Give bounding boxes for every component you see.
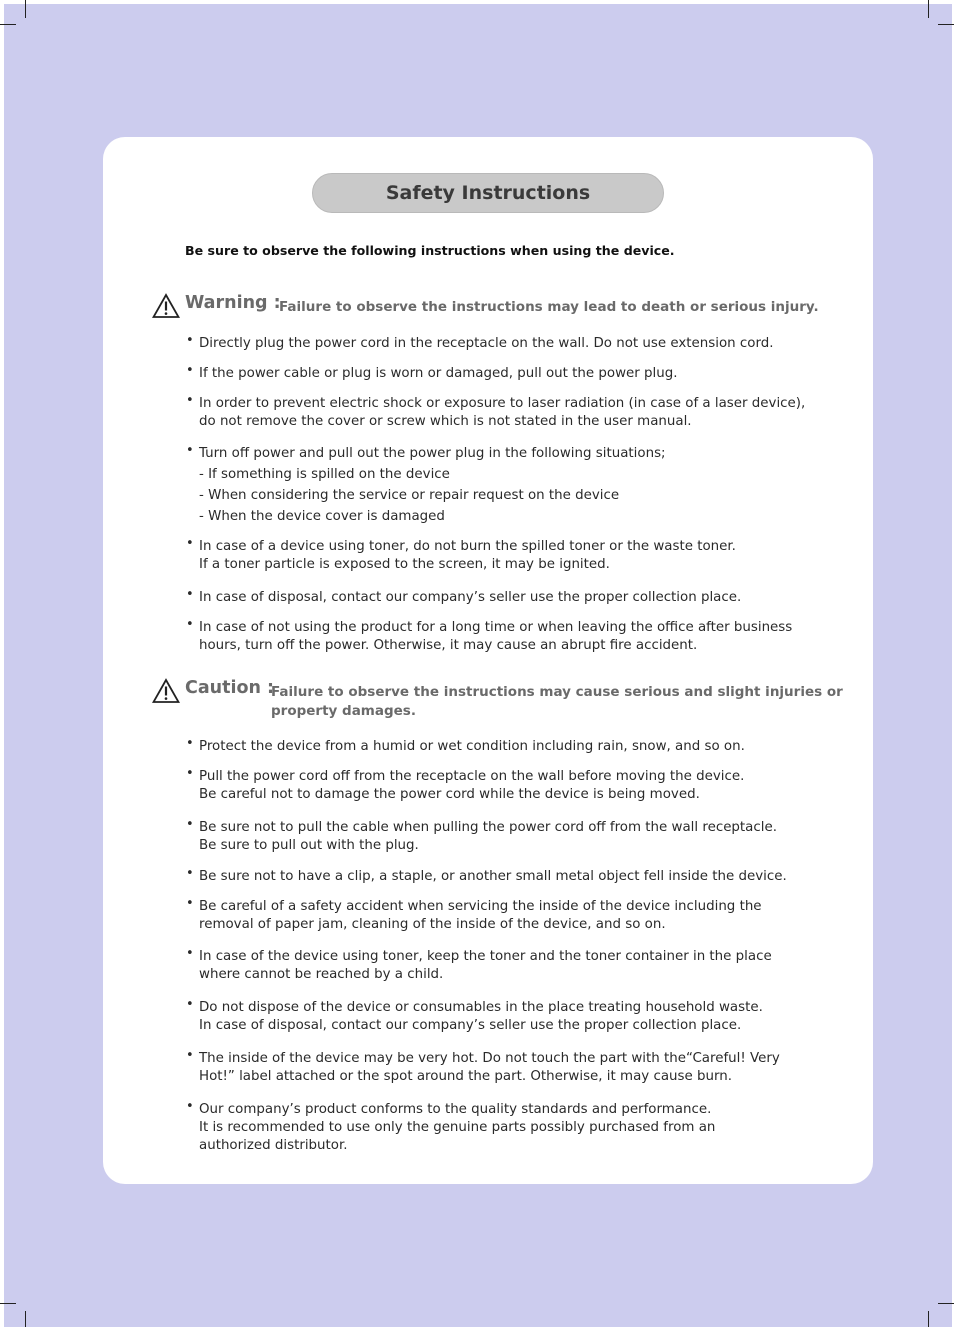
item-text: In case of disposal, contact our company’s seller use the proper collection place. — [199, 1018, 742, 1033]
item-text: Do not dispose of the device or consumables in the place treating household waste. — [199, 1000, 763, 1015]
bullet: • — [186, 443, 194, 458]
item-text: In case of not using the product for a long time or when leaving the office after business — [199, 620, 793, 635]
item-text: removal of paper jam, cleaning of the inside of the device, and so on. — [199, 917, 666, 932]
caution-label: Caution : — [185, 678, 275, 698]
bullet: • — [186, 817, 194, 832]
crop-mark-top-left-v — [25, 0, 26, 18]
item-text: authorized distributor. — [199, 1138, 348, 1153]
item-text: Be careful not to damage the power cord while the device is being moved. — [199, 787, 700, 802]
caution-triangle-icon — [152, 678, 180, 704]
caution-item-9 — [186, 1101, 826, 1155]
item-text: If the power cable or plug is worn or damaged, pull out the power plug. — [199, 366, 678, 381]
bullet: • — [186, 536, 194, 551]
warning-item-3 — [186, 395, 826, 431]
caution-item-1 — [186, 738, 826, 756]
crop-mark-bottom-left-h — [0, 1303, 16, 1304]
item-subtext: - If something is spilled on the device — [199, 467, 450, 482]
crop-mark-top-right-v — [928, 0, 929, 18]
bullet: • — [186, 333, 194, 348]
crop-mark-top-left-h — [0, 24, 16, 25]
bullet: • — [186, 866, 194, 881]
item-text: Hot!” label attached or the spot around the part. Otherwise, it may cause burn. — [199, 1069, 732, 1084]
item-text: Our company’s product conforms to the quality standards and performance. — [199, 1102, 712, 1117]
caution-heading — [152, 678, 852, 722]
crop-mark-bottom-right-v — [928, 1311, 929, 1327]
page-title: Safety Instructions — [312, 173, 664, 213]
bullet: • — [186, 766, 194, 781]
bullet: • — [186, 363, 194, 378]
crop-mark-bottom-left-v — [25, 1311, 26, 1327]
caution-item-3 — [186, 819, 826, 855]
bullet: • — [186, 896, 194, 911]
bullet: • — [186, 1099, 194, 1114]
warning-item-6 — [186, 589, 826, 607]
caution-item-4 — [186, 868, 826, 886]
item-text: Be sure to pull out with the plug. — [199, 838, 419, 853]
bullet: • — [186, 393, 194, 408]
warning-item-7 — [186, 619, 826, 655]
warning-item-4 — [186, 445, 826, 526]
item-text: where cannot be reached by a child. — [199, 967, 444, 982]
item-text: Directly plug the power cord in the receptacle on the wall. Do not use extension cord. — [199, 336, 774, 351]
item-text: Pull the power cord off from the receptacle on the wall before moving the device. — [199, 769, 745, 784]
caution-description-line: Failure to observe the instructions may cause serious and slight injuries or — [271, 684, 843, 700]
item-text: In case of the device using toner, keep the toner and the toner container in the place — [199, 949, 772, 964]
warning-item-5 — [186, 538, 826, 574]
bullet: • — [186, 736, 194, 751]
item-text: Turn off power and pull out the power plug in the following situations; — [199, 446, 666, 461]
item-text: It is recommended to use only the genuine parts possibly purchased from an — [199, 1120, 716, 1135]
item-text: Be sure not to pull the cable when pulling the power cord off from the wall receptacle. — [199, 820, 777, 835]
intro-text: Be sure to observe the following instructions when using the device. — [185, 243, 675, 258]
item-text: hours, turn off the power. Otherwise, it may cause an abrupt fire accident. — [199, 638, 698, 653]
item-text: do not remove the cover or screw which is not stated in the user manual. — [199, 414, 692, 429]
caution-item-6 — [186, 948, 826, 984]
warning-item-2 — [186, 365, 826, 383]
warning-description: Failure to observe the instructions may lead to death or serious injury. — [279, 299, 819, 315]
caution-item-8 — [186, 1050, 826, 1086]
item-subtext: - When considering the service or repair request on the device — [199, 488, 620, 503]
caution-item-7 — [186, 999, 826, 1035]
item-text: Be sure not to have a clip, a staple, or another small metal object fell inside the device. — [199, 869, 787, 884]
item-text: Protect the device from a humid or wet condition including rain, snow, and so on. — [199, 739, 745, 754]
bullet: • — [186, 997, 194, 1012]
caution-item-5 — [186, 898, 826, 934]
item-text: In order to prevent electric shock or exposure to laser radiation (in case of a laser device), — [199, 396, 806, 411]
item-text: The inside of the device may be very hot. Do not touch the part with the“Careful! Very — [199, 1051, 780, 1066]
crop-mark-top-right-h — [938, 24, 954, 25]
bullet: • — [186, 946, 194, 961]
warning-heading — [152, 293, 852, 321]
item-text: In case of a device using toner, do not burn the spilled toner or the waste toner. — [199, 539, 736, 554]
warning-label: Warning : — [185, 293, 281, 313]
item-subtext: - When the device cover is damaged — [199, 509, 445, 524]
item-text: If a toner particle is exposed to the screen, it may be ignited. — [199, 557, 610, 572]
warning-triangle-icon — [152, 293, 180, 319]
bullet: • — [186, 587, 194, 602]
crop-mark-bottom-right-h — [938, 1303, 954, 1304]
item-text: Be careful of a safety accident when servicing the inside of the device including the — [199, 899, 762, 914]
bullet: • — [186, 617, 194, 632]
bullet: • — [186, 1048, 194, 1063]
warning-item-1 — [186, 335, 826, 353]
item-text: In case of disposal, contact our company’s seller use the proper collection place. — [199, 590, 742, 605]
caution-description-line: property damages. — [271, 703, 416, 719]
caution-item-2 — [186, 768, 826, 804]
caution-description — [271, 683, 843, 721]
